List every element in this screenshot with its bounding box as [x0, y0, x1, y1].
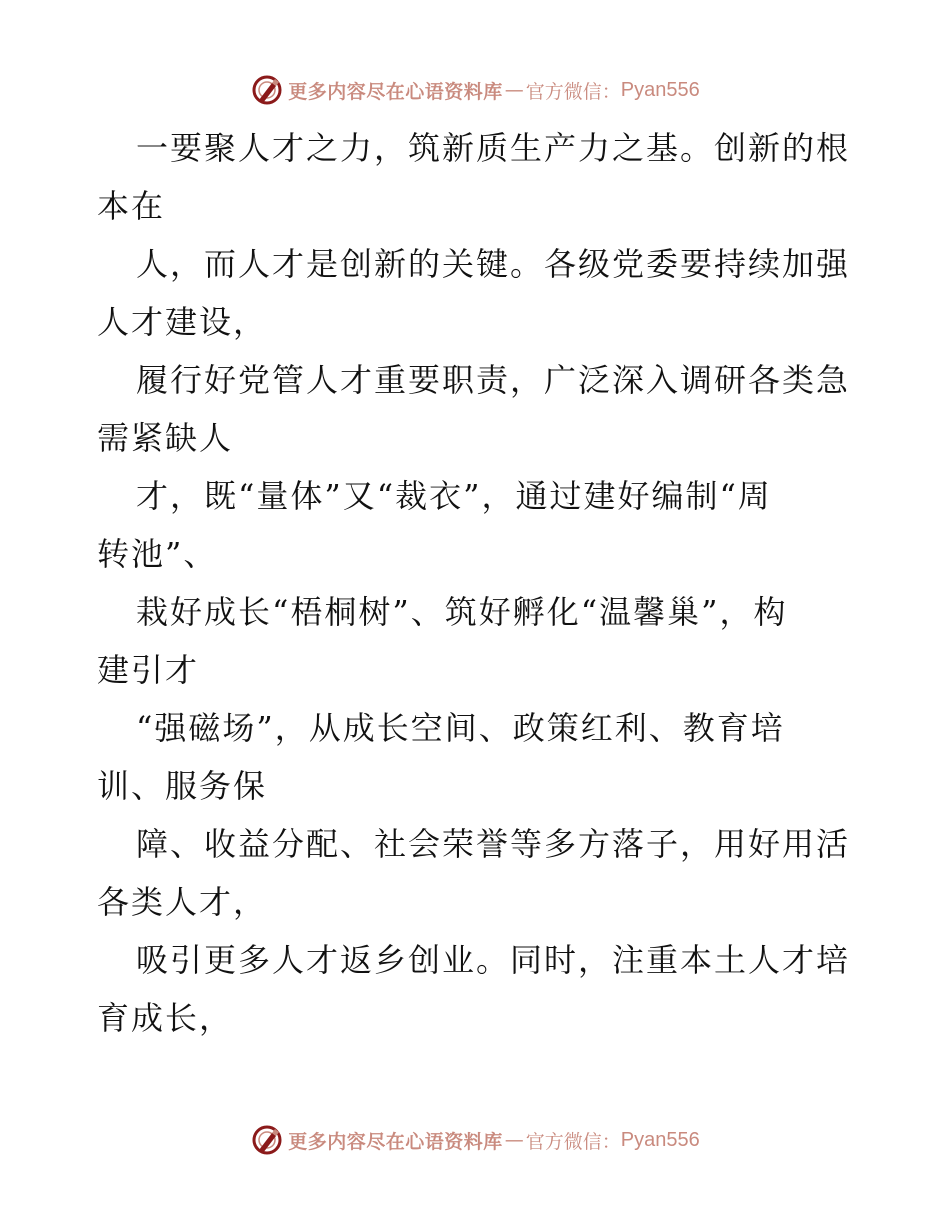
- body-line: 吸引更多人才返乡创业。同时，注重本土人才培: [136, 941, 851, 979]
- body-line: 转池”、: [97, 535, 218, 573]
- header-dash: —: [504, 79, 524, 101]
- body-line: 训、服务保: [97, 767, 268, 805]
- header-watermark: [0, 70, 950, 110]
- footer-wechat-label: 官方微信：: [525, 1130, 621, 1153]
- body-line: 障、收益分配、社会荣誉等多方落子，用好用活: [136, 825, 851, 863]
- body-line: 各类人才，: [97, 883, 268, 921]
- body-line: 才，既“量体”又“裁衣”，通过建好编制“周: [136, 477, 772, 515]
- footer-dash: —: [504, 1129, 524, 1151]
- pen-circle-logo-icon: [250, 1123, 284, 1157]
- body-line: 本在: [97, 187, 166, 225]
- body-line: “强磁场”，从成长空间、政策红利、教育培: [136, 709, 785, 747]
- pen-circle-logo-icon: [250, 73, 284, 107]
- header-brand-text: 更多内容尽在心语资料库: [288, 80, 503, 103]
- header-wechat-id: Pyan556: [620, 78, 700, 101]
- body-line: 一要聚人才之力，筑新质生产力之基。创新的根: [136, 129, 851, 167]
- footer-wechat-id: Pyan556: [620, 1128, 700, 1151]
- body-line: 人才建设，: [97, 303, 268, 341]
- footer-brand-text: 更多内容尽在心语资料库: [288, 1130, 503, 1153]
- body-line: 建引才: [97, 651, 200, 689]
- footer-watermark: [0, 1120, 950, 1160]
- body-line: 履行好党管人才重要职责，广泛深入调研各类急: [136, 361, 851, 399]
- header-wechat-label: 官方微信：: [525, 80, 621, 103]
- body-line: 需紧缺人: [97, 419, 234, 457]
- body-line: 栽好成长“梧桐树”、筑好孵化“温馨巢”，构: [136, 593, 788, 631]
- body-line: 人，而人才是创新的关键。各级党委要持续加强: [136, 245, 851, 283]
- body-line: 育成长，: [97, 999, 234, 1037]
